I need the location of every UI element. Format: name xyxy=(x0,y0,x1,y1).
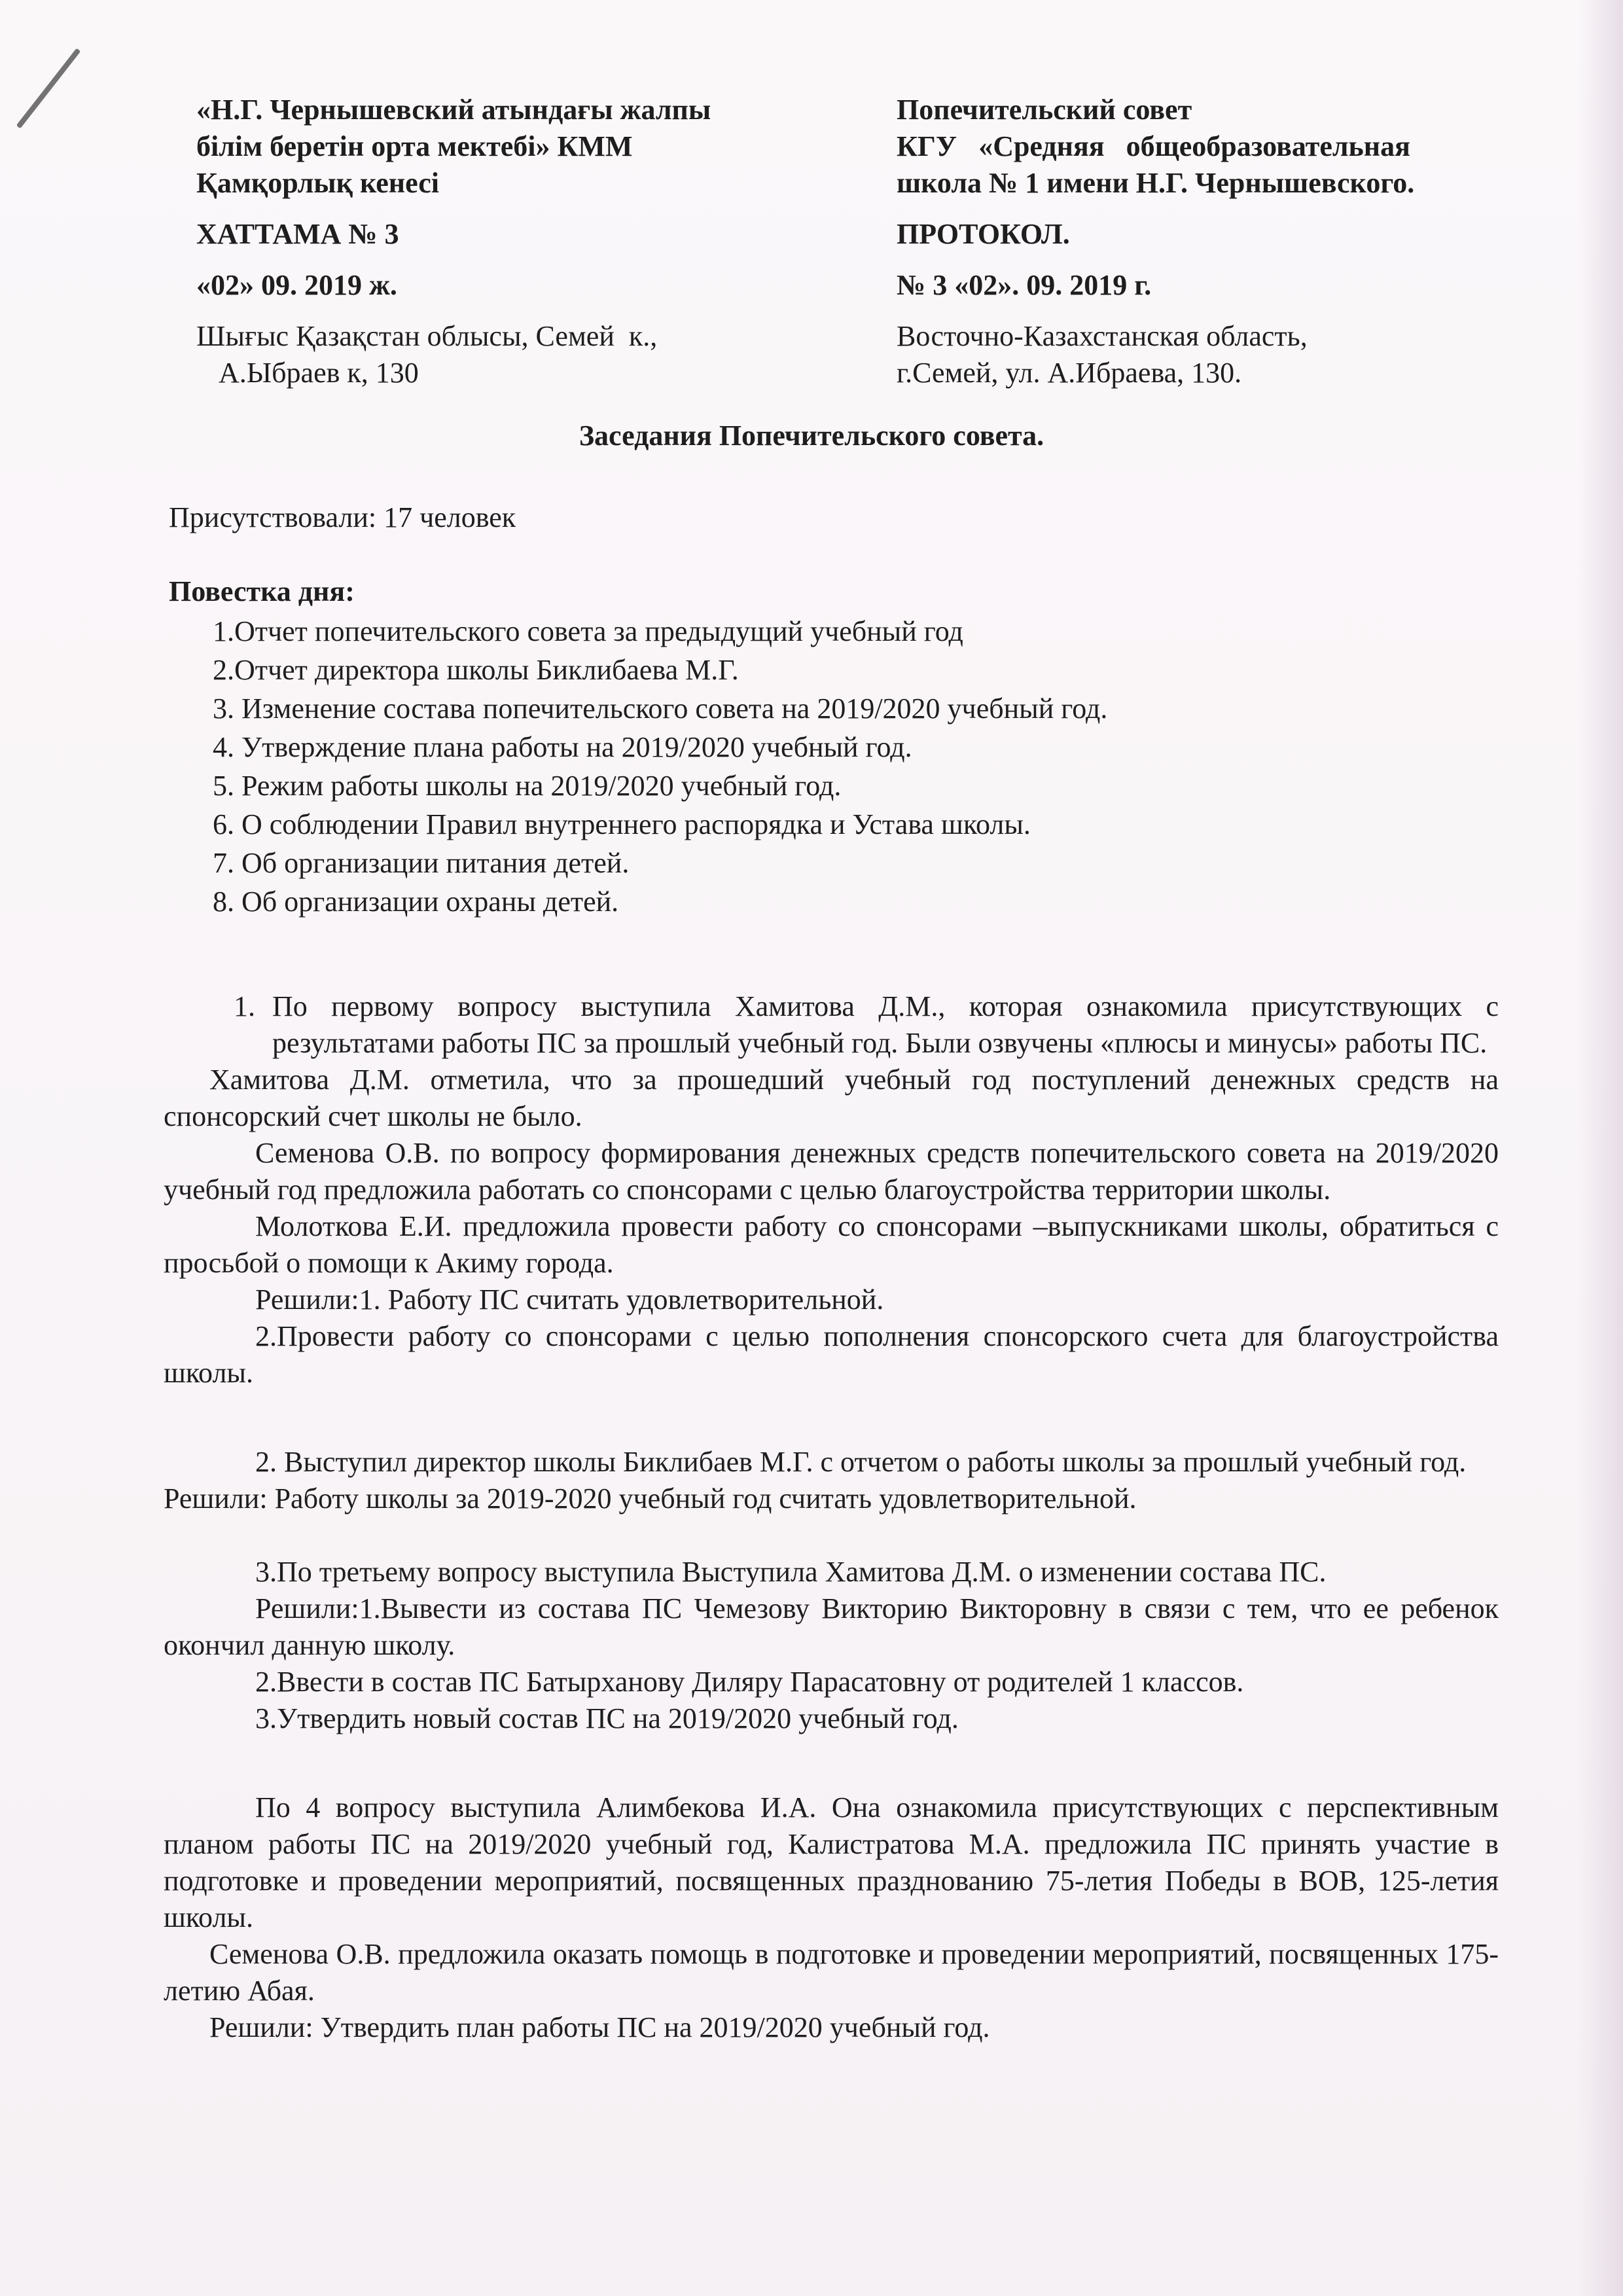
resolution: 2.Ввести в состав ПС Батырханову Диляру Парасатовну от родителей 1 классов. xyxy=(255,1666,1244,1698)
agenda-title: Повестка дня: xyxy=(169,575,355,607)
protocol-title-ru: ПРОТОКОЛ. xyxy=(897,218,1070,250)
agenda-item: 4. Утверждение плана работы на 2019/2020 учебный год. xyxy=(213,731,912,763)
paragraph: Семенова О.В. по вопросу формирования денежных средств попечительского совета на 2019/2020 учебный год предложила работать со спонсорами с целью благоустройства территории школы. xyxy=(164,1137,1499,1206)
protocol-date-ru: № 3 «02». 09. 2019 г. xyxy=(897,269,1152,301)
address-ru-line2: г.Семей, ул. А.Ибраева, 130. xyxy=(897,357,1242,389)
question-number: 1. xyxy=(234,990,255,1022)
agenda-item: 1.Отчет попечительского совета за предыдущий учебный год xyxy=(213,615,963,647)
paragraph: По 4 вопросу выступила Алимбекова И.А. Она ознакомила присутствующих с перспективным планом работы ПС на 2019/2020 учебный год, Калистратова М.А. предложила ПС принять участие в подготовке и проведении мероприятий, посвященных празднованию 75-летия Победы в ВОВ, 125-летия школы. xyxy=(164,1791,1499,1933)
protocol-date-kz: «02» 09. 2019 ж. xyxy=(196,269,397,301)
resolution: Решили:1.Вывести из состава ПС Чемезову Викторию Викторовну в связи с тем, что ее ребенок окончил данную школу. xyxy=(164,1592,1499,1661)
agenda-item: 3. Изменение состава попечительского совета на 2019/2020 учебный год. xyxy=(213,692,1108,725)
org-name-ru-line1: Попечительский совет xyxy=(897,94,1192,126)
resolution: 2.Провести работу со спонсорами с целью пополнения спонсорского счета для благоустройства школы. xyxy=(164,1320,1499,1389)
org-name-ru-line2: КГУ «Средняя общеобразовательная xyxy=(897,130,1410,162)
resolution: Решили: Работу школы за 2019-2020 учебный год считать удовлетворительной. xyxy=(164,1482,1137,1515)
agenda-list xyxy=(213,612,1107,921)
address-kz-line1: Шығыс Қазақстан облысы, Семей к., xyxy=(196,320,658,352)
protocol-title-kz: ХАТТАМА № 3 xyxy=(196,218,399,250)
org-name-ru-line3: школа № 1 имени Н.Г. Чернышевского. xyxy=(897,167,1415,199)
resolution: 3.Утвердить новый состав ПС на 2019/2020 учебный год. xyxy=(255,1702,959,1734)
org-name-kz-line2: білім беретін орта мектебі» КММ xyxy=(196,130,633,162)
paragraph: По первому вопросу выступила Хамитова Д.М., которая ознакомила присутствующих с результатами работы ПС за прошлый учебный год. Были озвучены «плюсы и минусы» работы ПС. xyxy=(272,990,1499,1059)
page-edge-shadow xyxy=(1577,0,1623,2296)
paragraph: 2. Выступил директор школы Биклибаев М.Г. с отчетом о работы школы за прошлый учебный год. xyxy=(255,1446,1467,1478)
paragraph: Хамитова Д.М. отметила, что за прошедший учебный год поступлений денежных средств на спонсорский счет школы не было. xyxy=(164,1064,1499,1132)
org-name-kz-line3: Қамқорлық кенесі xyxy=(196,167,439,199)
document-header xyxy=(196,92,1505,391)
resolution: Решили:1. Работу ПС считать удовлетворительной. xyxy=(255,1283,884,1316)
org-name-kz-line1: «Н.Г. Чернышевский атындағы жалпы xyxy=(196,94,711,126)
agenda-item: 6. О соблюдении Правил внутреннего распорядка и Устава школы. xyxy=(213,808,1031,840)
minutes-body xyxy=(164,988,1499,2046)
question-1 xyxy=(164,988,1499,1062)
agenda-item: 2.Отчет директора школы Биклибаева М.Г. xyxy=(213,654,739,686)
header-kazakh xyxy=(196,92,851,391)
address-kz-line2: А.Ыбраев к, 130 xyxy=(219,357,419,389)
paragraph: Молоткова Е.И. предложила провести работу со спонсорами –выпускниками школы, обратиться с просьбой о помощи к Акиму города. xyxy=(164,1210,1499,1279)
agenda-item: 8. Об организации охраны детей. xyxy=(213,886,619,918)
agenda-item: 5. Режим работы школы на 2019/2020 учебный год. xyxy=(213,770,842,802)
document-title: Заседания Попечительского совета. xyxy=(579,420,1044,452)
attendance: Присутствовали: 17 человек xyxy=(169,501,516,533)
paragraph: 3.По третьему вопросу выступила Выступила Хамитова Д.М. о изменении состава ПС. xyxy=(255,1556,1327,1588)
agenda-item: 7. Об организации питания детей. xyxy=(213,847,630,879)
address-ru-line1: Восточно-Казахстанская область, xyxy=(897,320,1308,352)
resolution: Решили: Утвердить план работы ПС на 2019/2020 учебный год. xyxy=(209,2011,990,2043)
paragraph: Семенова О.В. предложила оказать помощь в подготовке и проведении мероприятий, посвященных 175-летию Абая. xyxy=(164,1938,1499,2007)
pen-mark xyxy=(16,48,81,128)
header-russian xyxy=(897,92,1505,391)
